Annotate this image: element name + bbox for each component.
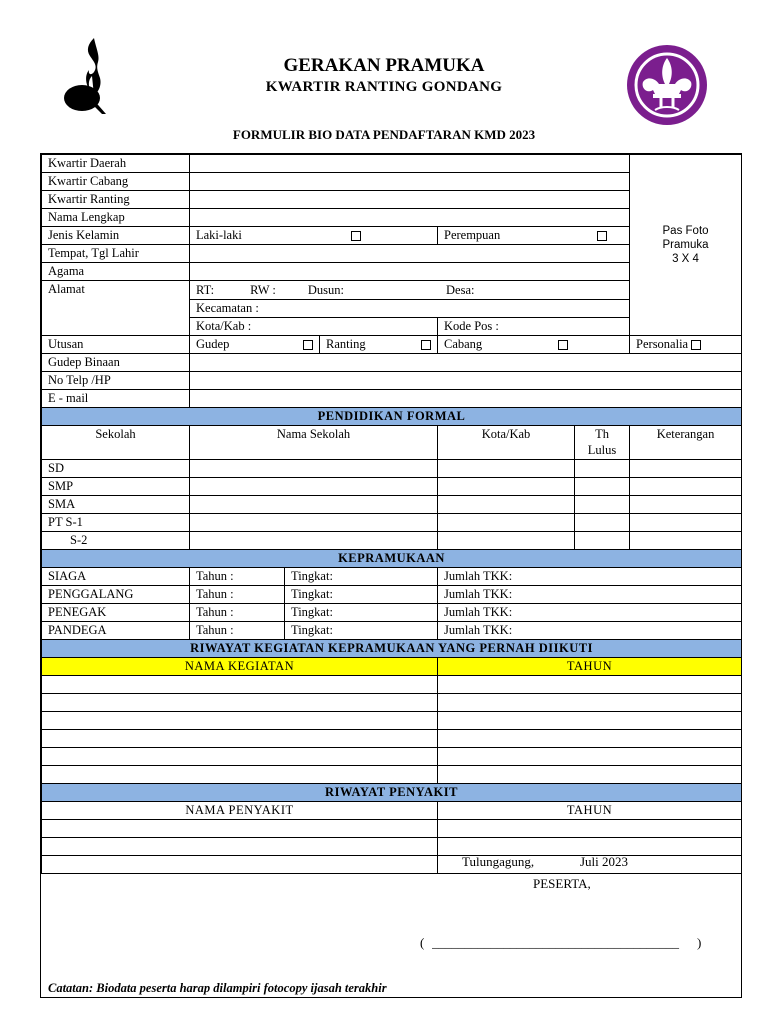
col-kota-kab: Kota/Kab [438, 426, 575, 460]
input-cell[interactable] [438, 712, 742, 730]
ranting-label: Ranting [326, 337, 366, 351]
tahun-siaga[interactable]: Tahun : [190, 568, 285, 586]
col-keterangan: Keterangan [630, 426, 742, 460]
signature-line[interactable]: ______________________________________ [432, 935, 679, 950]
org-title: GERAKAN PRAMUKA [283, 55, 485, 76]
personalia-checkbox[interactable] [691, 340, 701, 350]
table-row [42, 622, 742, 640]
laki-label: Laki-laki [196, 228, 242, 242]
option-gudep[interactable] [190, 336, 320, 354]
rt-label: RT: [196, 283, 215, 297]
input-kota-kab[interactable] [190, 318, 438, 336]
org-subtitle: KWARTIR RANTING GONDANG [265, 79, 503, 95]
input-kode-pos[interactable] [438, 318, 630, 336]
section-riwayat-kegiatan-title: RIWAYAT KEGIATAN KEPRAMUKAAN YANG PERNAH DIIKUTI [42, 640, 742, 658]
row-label-penegak: PENEGAK [42, 604, 190, 622]
col-nama-kegiatan: NAMA KEGIATAN [42, 658, 438, 676]
dusun-label: Dusun: [307, 283, 345, 297]
input-kecamatan[interactable] [190, 300, 630, 318]
label-nama-lengkap: Nama Lengkap [42, 209, 190, 227]
tkk-siaga[interactable]: Jumlah TKK: [438, 568, 742, 586]
kota-kab-label: Kota/Kab : [196, 319, 252, 333]
col-tahun-kegiatan: TAHUN [438, 658, 742, 676]
tingkat-penegak[interactable]: Tingkat: [285, 604, 438, 622]
perempuan-checkbox[interactable] [597, 231, 607, 241]
input-tempat-tgl[interactable] [190, 245, 630, 263]
input-cell[interactable] [190, 496, 438, 514]
table-row [42, 460, 742, 478]
row-label-penggalang: PENGGALANG [42, 586, 190, 604]
label-utusan: Utusan [42, 336, 190, 354]
kecamatan-label: Kecamatan : [196, 301, 259, 315]
input-gudep-binaan[interactable] [190, 354, 742, 372]
option-perempuan[interactable] [438, 227, 630, 245]
input-cell[interactable] [438, 676, 742, 694]
tahun-penegak[interactable]: Tahun : [190, 604, 285, 622]
input-cell[interactable] [630, 532, 742, 550]
input-cell[interactable] [630, 496, 742, 514]
table-row [42, 838, 742, 856]
table-row [42, 766, 742, 784]
input-email[interactable] [190, 390, 742, 408]
gudep-label: Gudep [196, 337, 230, 351]
kode-pos-label: Kode Pos : [444, 319, 499, 333]
row-label-sma: SMA [42, 496, 190, 514]
input-cell[interactable] [42, 820, 438, 838]
signature-open: ( [420, 935, 425, 950]
col-tahun-penyakit: TAHUN [438, 802, 742, 820]
input-cell[interactable] [438, 514, 575, 532]
gudep-checkbox[interactable] [303, 340, 313, 350]
input-cell[interactable] [190, 514, 438, 532]
table-row [42, 586, 742, 604]
label-agama: Agama [42, 263, 190, 281]
section-kepramukaan-title: KEPRAMUKAAN [42, 550, 742, 568]
fleur-de-lis-logo-icon [625, 44, 709, 126]
input-no-telp[interactable] [190, 372, 742, 390]
input-agama[interactable] [190, 263, 630, 281]
personalia-label: Personalia [636, 337, 689, 351]
col-nama-penyakit: NAMA PENYAKIT [42, 802, 438, 820]
input-cell[interactable] [438, 820, 742, 838]
input-cell[interactable] [42, 856, 438, 874]
table-row [42, 730, 742, 748]
input-cell[interactable] [42, 712, 438, 730]
input-cell[interactable] [575, 532, 630, 550]
input-kwartir-cabang[interactable] [190, 173, 630, 191]
table-row [42, 694, 742, 712]
label-gudep-binaan: Gudep Binaan [42, 354, 190, 372]
tkk-penggalang[interactable]: Jumlah TKK: [438, 586, 742, 604]
section-pendidikan-title: PENDIDIKAN FORMAL [42, 408, 742, 426]
input-cell[interactable] [438, 838, 742, 856]
col-th-lulus [575, 426, 630, 460]
input-alamat[interactable] [190, 281, 630, 300]
option-cabang[interactable] [438, 336, 630, 354]
table-row [42, 604, 742, 622]
label-kwartir-daerah: Kwartir Daerah [42, 155, 190, 173]
input-cell[interactable] [575, 478, 630, 496]
tingkat-siaga[interactable]: Tingkat: [285, 568, 438, 586]
tkk-pandega[interactable]: Jumlah TKK: [438, 622, 742, 640]
photo-size: 3 X 4 [672, 253, 699, 265]
table-row [42, 748, 742, 766]
table-row [42, 532, 742, 550]
label-tempat-tgl: Tempat, Tgl Lahir [42, 245, 190, 263]
row-label-siaga: SIAGA [42, 568, 190, 586]
footnote: Catatan: Biodata peserta harap dilampiri fotocopy ijasah terakhir [48, 981, 387, 995]
input-cell[interactable] [438, 694, 742, 712]
table-row [42, 856, 742, 874]
table-row [42, 712, 742, 730]
perempuan-label: Perempuan [444, 228, 501, 242]
label-email: E - mail [42, 390, 190, 408]
input-cell[interactable] [42, 838, 438, 856]
input-cell[interactable] [575, 496, 630, 514]
photo-label: Pramuka [662, 239, 709, 251]
signature-role: PESERTA, [533, 876, 591, 891]
input-nama-lengkap[interactable] [190, 209, 630, 227]
table-row [42, 514, 742, 532]
row-label-smp: SMP [42, 478, 190, 496]
col-th: Th [595, 427, 609, 441]
table-row [42, 568, 742, 586]
input-cell[interactable] [42, 766, 438, 784]
label-kwartir-cabang: Kwartir Cabang [42, 173, 190, 191]
input-cell[interactable] [575, 514, 630, 532]
tingkat-penggalang[interactable]: Tingkat: [285, 586, 438, 604]
cabang-label: Cabang [444, 337, 483, 351]
label-kwartir-ranting: Kwartir Ranting [42, 191, 190, 209]
form-title: FORMULIR BIO DATA PENDAFTARAN KMD 2023 [232, 127, 536, 142]
photo-label: Pas Foto [662, 225, 709, 237]
photo-box [630, 155, 742, 336]
signature-date: Juli 2023 [580, 854, 629, 869]
input-cell[interactable] [438, 478, 575, 496]
input-cell[interactable] [190, 478, 438, 496]
input-cell[interactable] [630, 460, 742, 478]
table-row [42, 496, 742, 514]
signature-place: Tulungagung, [462, 854, 535, 869]
input-cell[interactable] [575, 460, 630, 478]
rw-label: RW : [250, 283, 276, 297]
col-lulus: Lulus [587, 443, 617, 457]
tahun-penggalang[interactable]: Tahun : [190, 586, 285, 604]
input-cell[interactable] [438, 496, 575, 514]
tkk-penegak[interactable]: Jumlah TKK: [438, 604, 742, 622]
input-cell[interactable] [438, 748, 742, 766]
tahun-pandega[interactable]: Tahun : [190, 622, 285, 640]
input-cell[interactable] [438, 766, 742, 784]
input-kwartir-daerah[interactable] [190, 155, 630, 173]
input-cell[interactable] [438, 532, 575, 550]
bio-data-form [40, 153, 742, 998]
input-cell[interactable] [42, 694, 438, 712]
input-cell[interactable] [190, 532, 438, 550]
input-kwartir-ranting[interactable] [190, 191, 630, 209]
signature-close: ) [697, 935, 702, 950]
input-cell[interactable] [190, 460, 438, 478]
section-riwayat-penyakit-title: RIWAYAT PENYAKIT [42, 784, 742, 802]
row-label-s2: S-2 [42, 532, 190, 550]
input-cell[interactable] [630, 478, 742, 496]
input-cell[interactable] [438, 460, 575, 478]
option-personalia[interactable] [630, 336, 742, 354]
input-cell[interactable] [42, 748, 438, 766]
tingkat-pandega[interactable]: Tingkat: [285, 622, 438, 640]
table-row [42, 820, 742, 838]
input-cell[interactable] [42, 730, 438, 748]
label-jenis-kelamin: Jenis Kelamin [42, 227, 190, 245]
label-alamat: Alamat [42, 281, 190, 336]
col-sekolah: Sekolah [42, 426, 190, 460]
row-label-sd: SD [42, 460, 190, 478]
input-cell[interactable] [630, 514, 742, 532]
option-ranting[interactable] [320, 336, 438, 354]
laki-checkbox[interactable] [351, 231, 361, 241]
label-no-telp: No Telp /HP [42, 372, 190, 390]
table-row [42, 478, 742, 496]
cabang-checkbox[interactable] [558, 340, 568, 350]
row-label-pandega: PANDEGA [42, 622, 190, 640]
input-cell[interactable] [438, 730, 742, 748]
row-label-pt: PT S-1 [42, 514, 190, 532]
input-cell[interactable] [42, 676, 438, 694]
bio-data-table [41, 154, 742, 874]
ranting-checkbox[interactable] [421, 340, 431, 350]
option-laki-laki[interactable] [190, 227, 438, 245]
desa-label: Desa: [446, 283, 475, 297]
table-row [42, 676, 742, 694]
col-nama-sekolah: Nama Sekolah [190, 426, 438, 460]
